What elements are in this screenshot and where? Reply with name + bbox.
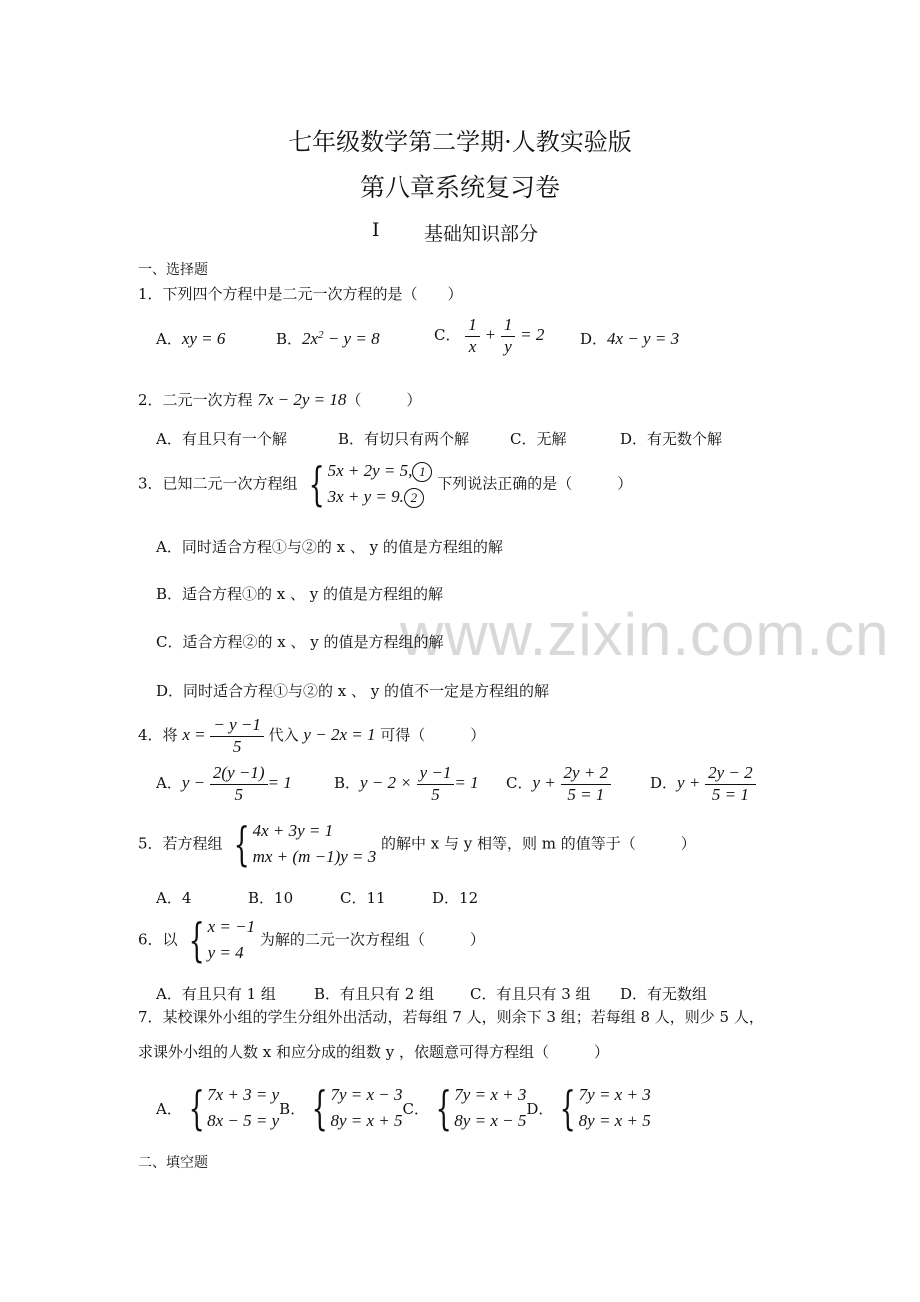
equation-system	[429, 1082, 526, 1135]
brace-icon: {	[435, 1081, 452, 1136]
option-label: B．	[276, 330, 303, 348]
question-1-option-d	[580, 328, 679, 349]
question-3-option-a: A．同时适合方程①与②的 x 、 y 的值是方程组的解	[156, 538, 503, 556]
equation-system	[182, 1082, 279, 1135]
question-6-option-c: C．有且只有 3 组	[470, 985, 591, 1003]
math-expr: = 1	[454, 773, 479, 793]
fraction: $\frac{2y + 2}{5 = 1}$	[561, 764, 612, 804]
fraction: $\frac{1}{y}$	[501, 316, 516, 356]
question-5-option-d: D．12	[432, 889, 479, 907]
equation-system	[182, 914, 255, 967]
fraction: $\frac{y -1}{5}$	[417, 764, 455, 804]
math-expr: y − 2x = 1	[303, 725, 376, 745]
question-2-option-a: A．有且只有一个解	[156, 430, 287, 448]
equation-system	[305, 1082, 402, 1135]
question-6-option-d: D．有无数组	[620, 985, 708, 1003]
equation-row: 7y = x + 3	[454, 1085, 527, 1104]
question-6-stem	[138, 914, 485, 967]
question-7-stem-line1: 7．某校课外小组的学生分组外出活动，若每组 7 人，则余下 3 组；若每组 8 人，则少 5 人，	[138, 1008, 764, 1026]
option-label: B．	[334, 774, 361, 793]
brace-icon: {	[559, 1081, 577, 1136]
equation-system	[302, 458, 432, 511]
question-4-option-a	[156, 764, 292, 804]
brace-icon: {	[308, 457, 326, 512]
fraction: $\frac{- y -1}{5}$	[210, 716, 264, 756]
question-4-stem	[138, 716, 485, 756]
math-expr: y −	[181, 773, 206, 793]
option-label: C．	[402, 1099, 430, 1118]
question-5-option-a: A．4	[156, 889, 192, 907]
equation-row: 8y = x − 5	[454, 1111, 527, 1131]
question-6-option-a: A．有且只有 1 组	[156, 985, 276, 1003]
stem-text: 为解的二元一次方程组（ ）	[259, 930, 485, 949]
stem-text: 4．将	[138, 726, 183, 745]
brace-icon: {	[311, 1081, 328, 1136]
math-expr: 2x	[302, 329, 319, 348]
stem-text: 2．二元一次方程	[138, 391, 258, 409]
question-2-option-b: B．有切只有两个解	[338, 430, 470, 448]
question-1-option-c	[434, 316, 544, 356]
question-7-options	[156, 1082, 651, 1135]
question-5-option-c: C．11	[340, 889, 386, 907]
question-4-option-c	[506, 764, 611, 804]
question-3-option-c: C．适合方程②的 x 、 y 的值是方程组的解	[156, 633, 444, 651]
plus-sign: +	[484, 325, 497, 345]
equation-system	[227, 818, 376, 871]
equation-row: 3x + y = 9. 2	[328, 484, 433, 510]
option-label: C．	[506, 774, 533, 793]
question-3-option-d: D．同时适合方程①与②的 x 、 y 的值不一定是方程组的解	[156, 682, 550, 700]
fraction: $\frac{2y - 2}{5 = 1}$	[705, 764, 756, 804]
stem-text: 的解中 x 与 y 相等，则 m 的值等于（ ）	[381, 834, 696, 853]
option-label: D．	[580, 330, 608, 348]
stem-text: （ ）	[346, 391, 422, 409]
math-expr: y +	[532, 773, 556, 793]
question-1-option-a	[156, 328, 225, 349]
equation-system	[553, 1082, 650, 1135]
stem-text: 5．若方程组	[138, 834, 223, 853]
equation-row: 8y = x + 5	[330, 1111, 403, 1131]
stem-text: 3．已知二元一次方程组	[138, 474, 298, 493]
equation-row: mx + (m −1)y = 3	[252, 847, 377, 867]
equation-row: 8y = x + 5	[578, 1111, 651, 1131]
option-label: B．	[279, 1099, 306, 1118]
equation-row: 7y = x − 3	[330, 1085, 403, 1104]
brace-icon: {	[188, 1081, 205, 1136]
option-label: A．	[156, 1099, 182, 1118]
question-4-option-d	[650, 764, 756, 804]
question-2-option-d: D．有无数个解	[620, 430, 723, 448]
math-expr: y − 2 ×	[360, 773, 412, 793]
equation-row: 4x + 3y = 1	[252, 821, 334, 840]
brace-icon: {	[233, 817, 251, 872]
question-5-stem	[138, 818, 696, 871]
question-1-stem: 1．下列四个方程中是二元一次方程的是（ ）	[138, 285, 463, 303]
circle-number-icon: 1	[412, 462, 432, 482]
section-choice-heading: 一、选择题	[138, 262, 208, 278]
question-5-option-b: B．10	[248, 889, 294, 907]
math-expr: 7x − 2y = 18	[257, 390, 347, 409]
fraction: $\frac{1}{x}$	[465, 316, 480, 356]
question-3-stem	[138, 458, 632, 511]
equation-row: 8x − 5 = y	[207, 1111, 280, 1131]
math-exponent: 2	[318, 329, 324, 341]
math-expr: = 1	[267, 773, 292, 793]
math-expr: − y = 8	[323, 329, 380, 348]
option-label: A．	[156, 774, 182, 793]
math-expr: 4x − y = 3	[607, 329, 680, 348]
equation-row: x = −1	[207, 917, 256, 936]
math-expr: = 2	[520, 325, 545, 345]
question-7-stem-line2: 求课外小组的人数 x 和应分成的组数 y ，依题意可得方程组（ ）	[138, 1043, 610, 1061]
option-label: D．	[650, 774, 678, 793]
equation-row: 7x + 3 = y	[207, 1085, 280, 1104]
section-fill-heading: 二、填空题	[138, 1155, 208, 1171]
stem-text: 可得（ ）	[375, 726, 486, 745]
question-4-option-b	[334, 764, 479, 804]
chapter-title: 第八章系统复习卷	[359, 173, 560, 202]
stem-text: 下列说法正确的是（ ）	[437, 474, 633, 493]
doc-title: 七年级数学第二学期·人教实验版	[288, 128, 632, 156]
equation-row: 7y = x + 3	[578, 1085, 651, 1104]
circle-number-icon: 2	[404, 488, 424, 508]
question-2-stem	[138, 389, 421, 410]
stem-text: 6．以	[138, 930, 178, 949]
equation-row: y = 4	[207, 943, 244, 963]
part-number: Ⅰ	[372, 219, 380, 241]
watermark: www.zixin.com.cn	[400, 601, 890, 668]
option-label: C．	[434, 326, 461, 345]
equation-row: 5x + 2y = 5, 1	[328, 458, 433, 484]
option-label: A．	[156, 330, 182, 348]
question-6-option-b: B．有且只有 2 组	[314, 985, 435, 1003]
question-3-option-b: B．适合方程①的 x 、 y 的值是方程组的解	[156, 585, 444, 603]
brace-icon: {	[188, 913, 206, 968]
math-expr: xy = 6	[181, 329, 226, 348]
question-1-option-b	[276, 328, 380, 349]
fraction: $\frac{2(y -1)}{5}$	[210, 764, 268, 804]
stem-text: 代入	[263, 726, 304, 745]
question-2-option-c: C．无解	[510, 430, 567, 448]
math-expr: x =	[182, 725, 206, 745]
part-name: 基础知识部分	[424, 223, 539, 245]
math-expr: y +	[677, 773, 701, 793]
option-label: D．	[526, 1099, 554, 1118]
